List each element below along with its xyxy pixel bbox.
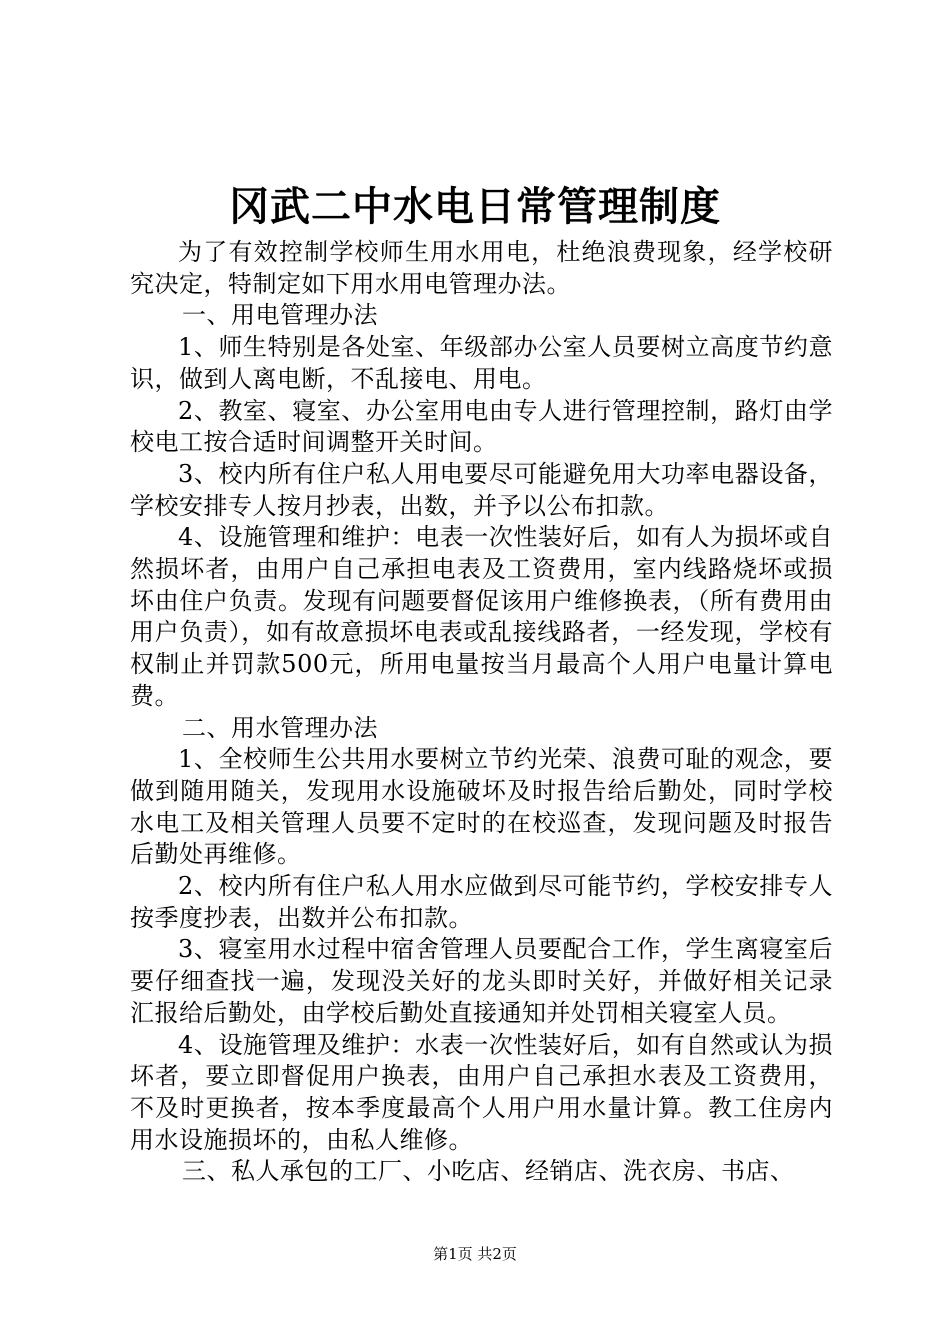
electricity-rule-1: 1、师生特别是各处室、年级部办公室人员要树立高度节约意识，做到人离电断，不乱接电、用电。	[130, 333, 833, 393]
electricity-rule-4: 4、设施管理和维护：电表一次性装好后，如有人为损坏或自然损坏者，由用户自己承担电表及工资费用，室内线路烧坏或损坏由住户负责。发现有问题要督促该用户维修换表，（所有费用由用户负责），如有故意损坏电表或乱接线路者，一经发现，学校有权制止并罚款500元，所用电量按当月最高个人用户电量计算电费。	[130, 523, 833, 710]
intro-paragraph: 为了有效控制学校师生用水用电，杜绝浪费现象，经学校研究决定，特制定如下用水用电管理办法。	[130, 238, 833, 298]
document-title: 冈武二中水电日常管理制度	[229, 183, 721, 230]
section-heading-private-businesses: 三、私人承包的工厂、小吃店、经销店、洗衣房、书店、	[182, 1157, 795, 1186]
section-heading-electricity: 一、用电管理办法	[182, 301, 378, 330]
document-body	[130, 237, 833, 1188]
section-heading-water: 二、用水管理办法	[182, 713, 378, 742]
water-rule-3: 3、寝室用水过程中宿舍管理人员要配合工作，学生离寝室后要仔细查找一遍，发现没关好的龙头即时关好，并做好相关记录汇报给后勤处，由学校后勤处直接通知并处罚相关寝室人员。	[130, 935, 833, 1027]
page-number-footer: 第1页 共2页	[433, 1245, 517, 1263]
water-rule-2: 2、校内所有住户私人用水应做到尽可能节约，学校安排专人按季度抄表，出数并公布扣款。	[130, 872, 833, 932]
water-rule-1: 1、全校师生公共用水要树立节约光荣、浪费可耻的观念，要做到随用随关，发现用水设施破坏及时报告给后勤处，同时学校水电工及相关管理人员要不定时的在校巡查，发现问题及时报告后勤处再维修。	[130, 745, 833, 869]
electricity-rule-3: 3、校内所有住户私人用电要尽可能避免用大功率电器设备，学校安排专人按月抄表，出数，并予以公布扣款。	[130, 459, 833, 520]
electricity-rule-2: 2、教室、寝室、办公室用电由专人进行管理控制，路灯由学校电工按合适时间调整开关时间。	[130, 396, 833, 457]
water-rule-4: 4、设施管理及维护：水表一次性装好后，如有自然或认为损坏者，要立即督促用户换表，由用户自己承担水表及工资费用，不及时更换者，按本季度最高个人用户用水量计算。教工住房内用水设施损坏的，由私人维修。	[130, 1030, 833, 1154]
